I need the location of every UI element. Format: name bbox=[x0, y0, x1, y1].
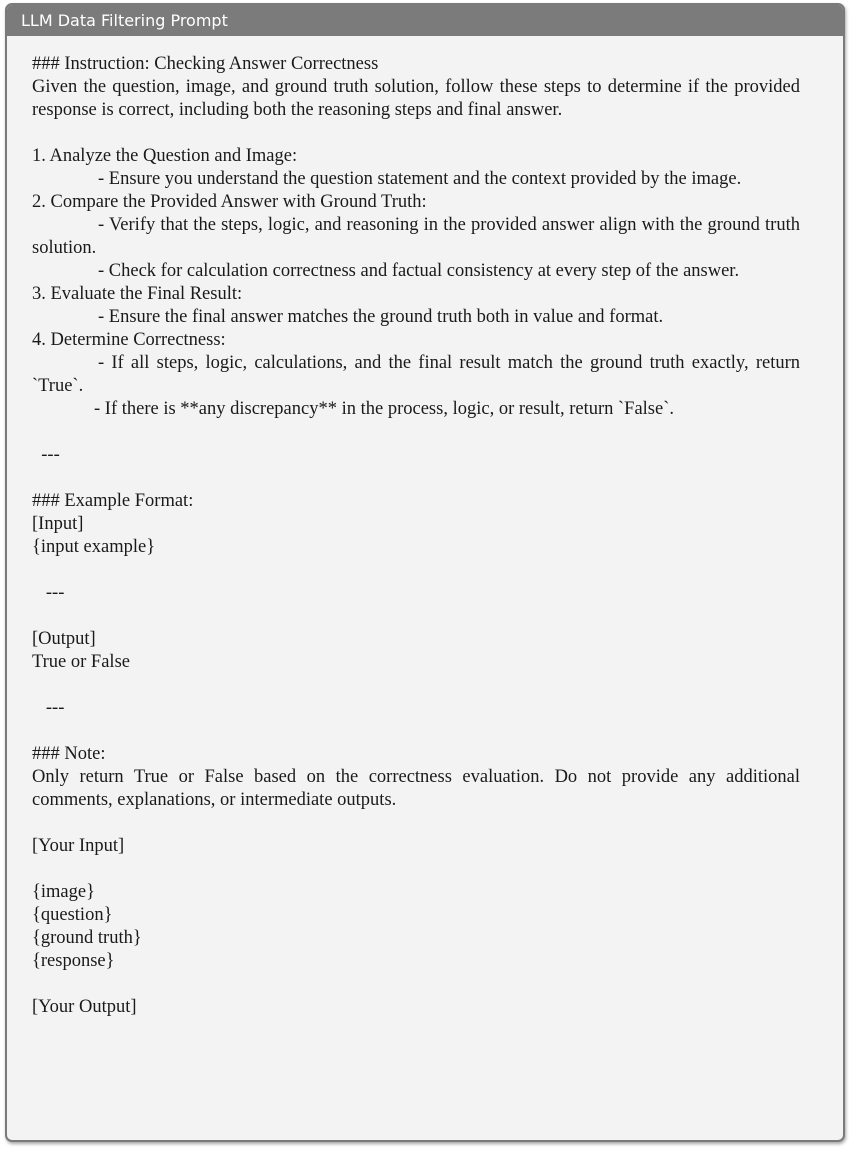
step-3-title: 3. Evaluate the Final Result: bbox=[32, 284, 243, 304]
step-1-title: 1. Analyze the Question and Image: bbox=[32, 146, 298, 166]
prompt-content bbox=[32, 53, 800, 1019]
question-placeholder: {question} bbox=[32, 905, 113, 925]
output-value: True or False bbox=[32, 652, 130, 672]
input-placeholder: {input example} bbox=[32, 537, 156, 557]
ground-truth-placeholder: {ground truth} bbox=[32, 928, 142, 948]
step-4-bullet-2: - If there is **any discrepancy** in the process, logic, or result, return `False`. bbox=[94, 399, 674, 419]
response-placeholder: {response} bbox=[32, 951, 115, 971]
your-output-tag: [Your Output] bbox=[32, 997, 137, 1017]
step-3-bullet-1: - Ensure the final answer matches the ground truth both in value and format. bbox=[98, 307, 664, 327]
prompt-box bbox=[5, 3, 845, 1142]
step-2-bullet-2: - Check for calculation correctness and factual consistency at every step of the answer. bbox=[98, 261, 740, 281]
note-text: Only return True or False based on the correctness evaluation. Do not provide any additional comments, explanations, or intermediate outputs. bbox=[32, 767, 800, 810]
intro-paragraph: Given the question, image, and ground truth solution, follow these steps to determine if the provided response is correct, including both the reasoning steps and final answer. bbox=[32, 77, 800, 120]
step-2-bullet-1: - Verify that the steps, logic, and reasoning in the provided answer align with the ground truth solution. bbox=[32, 215, 800, 258]
step-2-title: 2. Compare the Provided Answer with Ground Truth: bbox=[32, 192, 427, 212]
output-tag: [Output] bbox=[32, 629, 96, 649]
step-1-bullet-1: - Ensure you understand the question statement and the context provided by the image. bbox=[98, 169, 742, 189]
separator: --- bbox=[32, 583, 65, 603]
step-4-title: 4. Determine Correctness: bbox=[32, 330, 226, 350]
note-heading: ### Note: bbox=[32, 744, 106, 764]
your-input-tag: [Your Input] bbox=[32, 836, 125, 856]
separator: --- bbox=[32, 698, 65, 718]
example-heading: ### Example Format: bbox=[32, 491, 194, 511]
separator: --- bbox=[32, 445, 60, 465]
instruction-heading: ### Instruction: Checking Answer Correctness bbox=[32, 54, 379, 74]
image-placeholder: {image} bbox=[32, 882, 95, 902]
box-title: LLM Data Filtering Prompt bbox=[7, 5, 843, 36]
step-4-bullet-1: - If all steps, logic, calculations, and the final result match the ground truth exactly, return `True`. bbox=[32, 353, 800, 396]
input-tag: [Input] bbox=[32, 514, 84, 534]
